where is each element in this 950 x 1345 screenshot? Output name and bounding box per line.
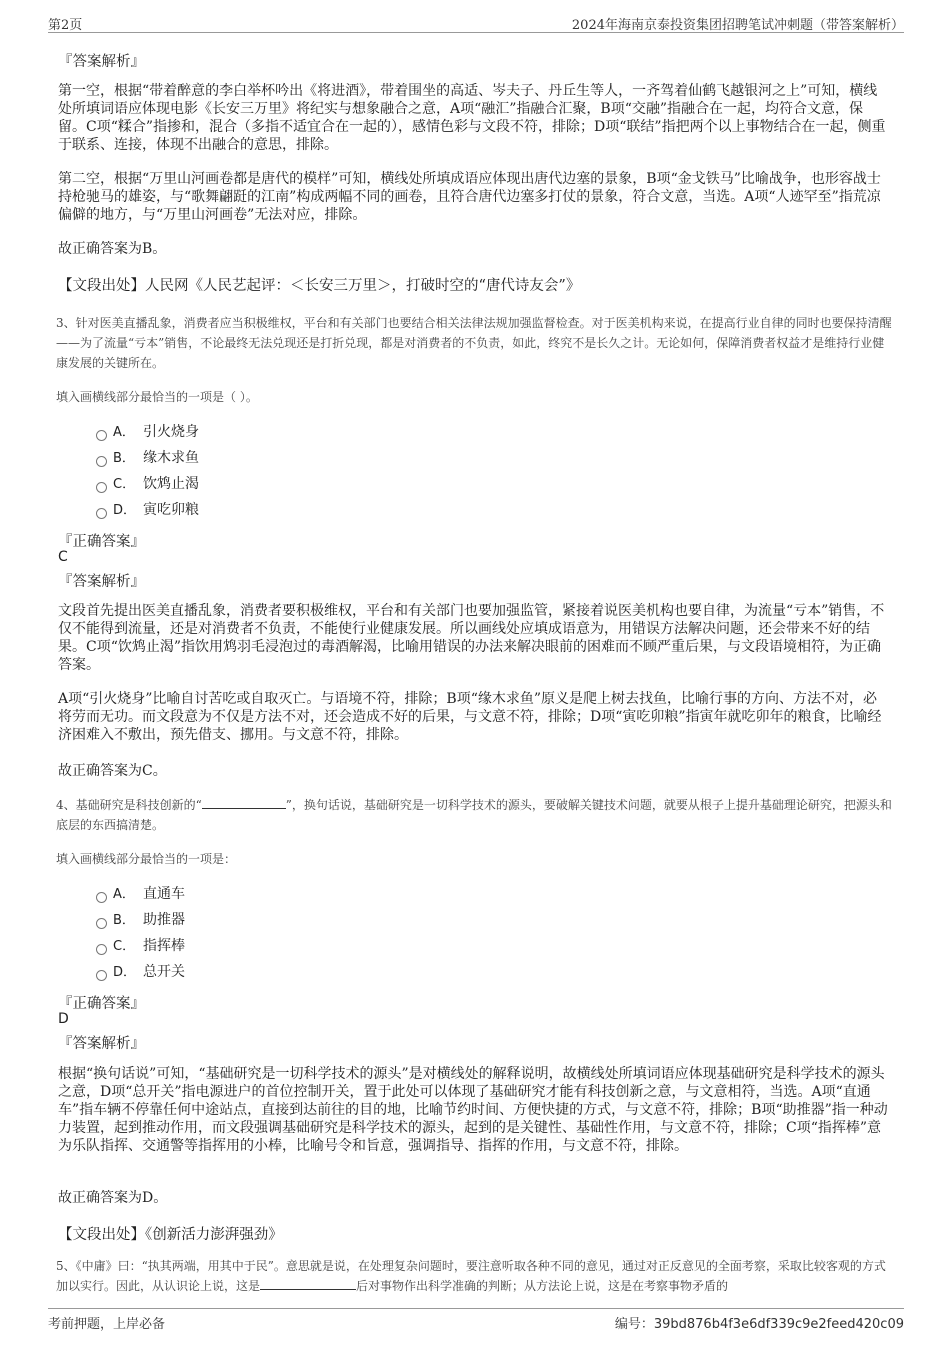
option-a[interactable]: A． 直通车 bbox=[96, 884, 185, 904]
option-c[interactable]: C． 指挥棒 bbox=[96, 936, 185, 956]
document-title: 2024年海南京泰投资集团招聘笔试冲刺题（带答案解析） bbox=[571, 18, 904, 33]
answer-blank bbox=[260, 1277, 356, 1290]
source-note: 【文段出处】《创新活力澎湃强劲》 bbox=[58, 1227, 283, 1243]
document-code: 编号：39bd876b4f3e6df339c9e2feed420c09 bbox=[614, 1317, 904, 1332]
radio-icon[interactable] bbox=[96, 482, 107, 493]
radio-icon[interactable] bbox=[96, 970, 107, 981]
option-b[interactable]: B． 缘木求鱼 bbox=[96, 448, 199, 468]
page-footer bbox=[48, 1308, 904, 1333]
radio-icon[interactable] bbox=[96, 430, 107, 441]
correct-answer-label: 『正确答案』 bbox=[58, 996, 145, 1012]
answer-conclusion: 故正确答案为C。 bbox=[58, 763, 167, 779]
radio-icon[interactable] bbox=[96, 456, 107, 467]
analysis-paragraph: A项“引火烧身”比喻自讨苦吃或自取灭亡。与语境不符，排除；B项“缘木求鱼”原义是爬上树去找鱼，比喻行事的方向、方法不对，必将劳而无功。而文段意为不仅是方法不对，还会造成不好的后果，与文意不符，排除；D项“寅吃卯粮”指寅年就吃卯年的粮食，比喻经济困难入不敷出，预先借支、挪用。与文意不符，排除。 bbox=[58, 691, 882, 743]
correct-answer: C bbox=[58, 549, 68, 565]
correct-answer: D bbox=[58, 1011, 69, 1027]
option-c[interactable]: C． 饮鸩止渴 bbox=[96, 474, 199, 494]
analysis-paragraph: 第一空，根据“带着醉意的李白举杯吟出《将进酒》，带着围坐的高适、岑夫子、丹丘生等人，一齐驾着仙鹤飞越银河之上”可知，横线处所填词语应体现电影《长安三万里》将纪实与想象融合之意，A项“融汇”指融合汇聚，B项“交融”指融合在一起，均符合文意，保留。C项“糅合”指掺和，混合（多指不适宜合在一起的），感情色彩与文段不符，排除；D项“联结”指把两个以上事物结合在一起，侧重于联系、连接，体现不出融合的意思，排除。 bbox=[58, 83, 886, 153]
option-a[interactable]: A． 引火烧身 bbox=[96, 422, 199, 442]
page-number: 第2页 bbox=[48, 18, 83, 33]
analysis-paragraph: 文段首先提出医美直播乱象，消费者要积极维权，平台和有关部门也要加强监管，紧接着说医美机构也要自律，为流量“亏本”销售，不仅不能得到流量，还是对消费者不负责，不能使行业健康发展。所以画线处应填成语意为，用错误方法解决问题，还会带来不好的结果。C项“饮鸩止渴”指饮用鸩羽毛浸泡过的毒酒解渴，比喻用错误的办法来解决眼前的困难而不顾严重后果，与文段语境相符，为正确答案。 bbox=[58, 603, 885, 673]
radio-icon[interactable] bbox=[96, 892, 107, 903]
answer-conclusion: 故正确答案为D。 bbox=[58, 1190, 168, 1206]
question-4-text: 4、基础研究是科技创新的“ ”，换句话说，基础研究是一切科学技术的源头，要破解关键技术问题，就要从根子上提升基础理论研究，把源头和底层的东西搞清楚。 bbox=[56, 798, 892, 832]
radio-icon[interactable] bbox=[96, 508, 107, 519]
answer-conclusion: 故正确答案为B。 bbox=[58, 241, 167, 257]
source-note: 【文段出处】人民网《人民艺起评：＜长安三万里＞，打破时空的“唐代诗友会”》 bbox=[58, 278, 581, 294]
correct-answer-label: 『正确答案』 bbox=[58, 534, 145, 550]
question-5-text: 5、《中庸》曰：“执其两端，用其中于民”。意思就是说，在处理复杂问题时，要注意听取各种不同的意见，通过对正反意见的全面考察，采取比较客观的方式加以实行。因此，从认识论上说，这是 后对事物作出科学准确的判断；从方法论上说，这是在考察事物矛盾的 bbox=[56, 1259, 886, 1293]
analysis-paragraph: 第二空，根据“万里山河画卷都是唐代的模样”可知，横线处所填成语应体现出唐代边塞的景象，B项“金戈铁马”比喻战争，也形容战士持枪驰马的雄姿，与“歌舞翩跹的江南”构成两幅不同的画卷，且符合唐代边塞多打仗的景象，符合文意，当选。A项“人迹罕至”指荒凉偏僻的地方，与“万里山河画卷”无法对应，排除。 bbox=[58, 171, 881, 223]
answer-blank bbox=[202, 796, 286, 809]
page-header bbox=[48, 12, 904, 33]
footer-slogan: 考前押题，上岸必备 bbox=[48, 1317, 166, 1332]
question-3-prompt: 填入画横线部分最恰当的一项是（ ）。 bbox=[56, 390, 258, 404]
analysis-label: 『答案解析』 bbox=[58, 54, 145, 70]
option-b[interactable]: B． 助推器 bbox=[96, 910, 185, 930]
question-3-text: 3、针对医美直播乱象，消费者应当积极维权，平台和有关部门也要结合相关法律法规加强监督检查。对于医美机构来说，在提高行业自律的同时也要保持清醒——为了流量“亏本”销售，不论最终无法兑现还是打折兑现，都是对消费者的不负责，如此，终究不是长久之计。无论如何，保障消费者权益才是维持行业健康发展的关键所在。 bbox=[56, 316, 892, 370]
analysis-paragraph: 根据“换句话说”可知，“基础研究是一切科学技术的源头”是对横线处的解释说明，故横线处所填词语应体现基础研究是科学技术的源头之意，D项“总开关”指电源进户的首位控制开关，置于此处可以体现了基础研究才能有科技创新之意，与文意相符，当选。A项“直通车”指车辆不停靠任何中途站点，直接到达前往的目的地，比喻节约时间、方便快捷的方式，与文意不符，排除；B项“助推器”指一种动力装置，起到推动作用，而文段强调基础研究是科学技术的源头，起到的是关键性、基础性作用，与文意不符，排除；C项“指挥棒”意为乐队指挥、交通警等指挥用的小棒，比喻号令和旨意，强调指导、指挥的作用，与文意不符，排除。 bbox=[58, 1066, 888, 1154]
radio-icon[interactable] bbox=[96, 944, 107, 955]
radio-icon[interactable] bbox=[96, 918, 107, 929]
question-4-prompt: 填入画横线部分最恰当的一项是： bbox=[56, 852, 237, 866]
option-d[interactable]: D． 寅吃卯粮 bbox=[96, 500, 199, 520]
option-d[interactable]: D． 总开关 bbox=[96, 962, 185, 982]
analysis-label: 『答案解析』 bbox=[58, 574, 145, 590]
analysis-label: 『答案解析』 bbox=[58, 1036, 145, 1052]
